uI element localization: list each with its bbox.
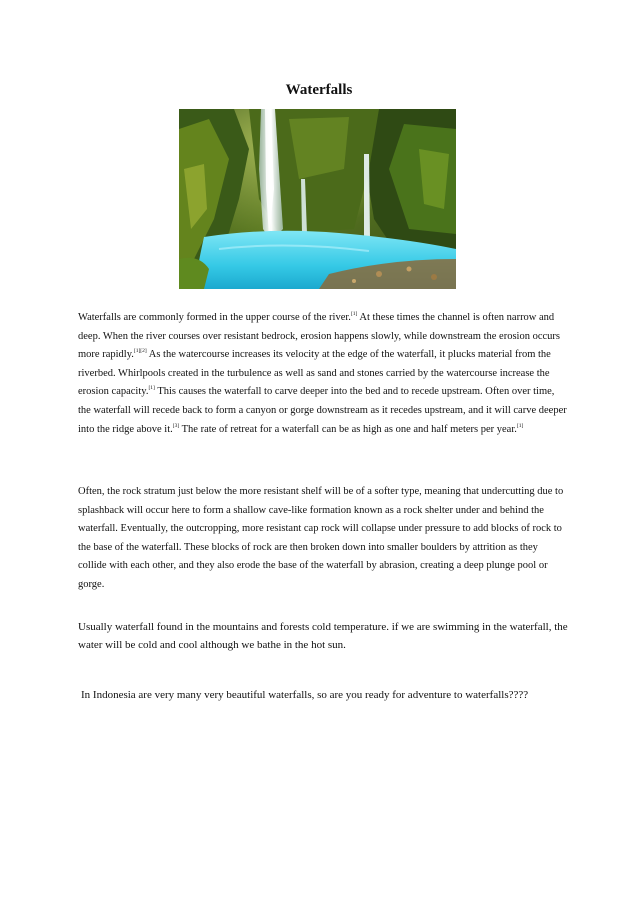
citation-1: [1] [350,311,358,317]
page-title: Waterfalls [285,82,353,98]
paragraph-rock-stratum: Often, the rock stratum just below the more resistant shelf will be of a softer type, meaning that undercutting due to splashback will occur here to form a shallow cave-like formation known as a rock shelter under and behind the waterfall. Eventually, the outcropping, more resistant cap rock will collapse under pressure to add blocks of rock to the base of the waterfall. These blocks of rock are then broken down into smaller boulders by attrition as they collide with each other, and they also erode the base of the waterfall by abrasion, creating a deep plunge pool or gorge. [78,486,564,590]
paragraph-formation-text-1: Waterfalls are commonly formed in the upper course of the river. [78,312,351,323]
paragraph-indonesia: In Indonesia are very many very beautiful waterfalls, so are you ready for adventure to waterfalls???? [81,689,529,701]
paragraph-temperature: Usually waterfall found in the mountains and forests cold temperature. if we are swimming in the waterfall, the water will be cold and cool although we bathe in the hot sun. [78,621,568,651]
citation-2: [1][2] [133,348,147,355]
paragraph-formation-text-3: As the watercourse increases its velocity at the edge of the waterfall, it plucks material from the riverbed. Whirlpools created in the turbulence as well as sand and stones carried by the watercourse increase the erosion capacity. [78,349,551,398]
citation-5: [1] [516,422,524,429]
waterfall-photo [179,109,456,289]
paragraph-formation [78,309,568,439]
citation-3: [1] [148,385,155,392]
paragraph-formation-text-5: The rate of retreat for a waterfall can be as high as one and half meters per year. [179,423,517,435]
paragraph-formation-text-2: At these times the channel is often narrow and deep. When the river courses over resistant bedrock, erosion happens slowly, while downstream the erosion occurs more rapidly. [78,312,560,361]
paragraph-formation-text-4: This causes the waterfall to carve deeper into the bed and to recede upstream. Often over time, the waterfall will recede back to form a canyon or gorge downstream as it recedes upstream, and it will carve deeper into the ridge above it. [78,386,567,435]
citation-4: [3] [172,422,180,429]
